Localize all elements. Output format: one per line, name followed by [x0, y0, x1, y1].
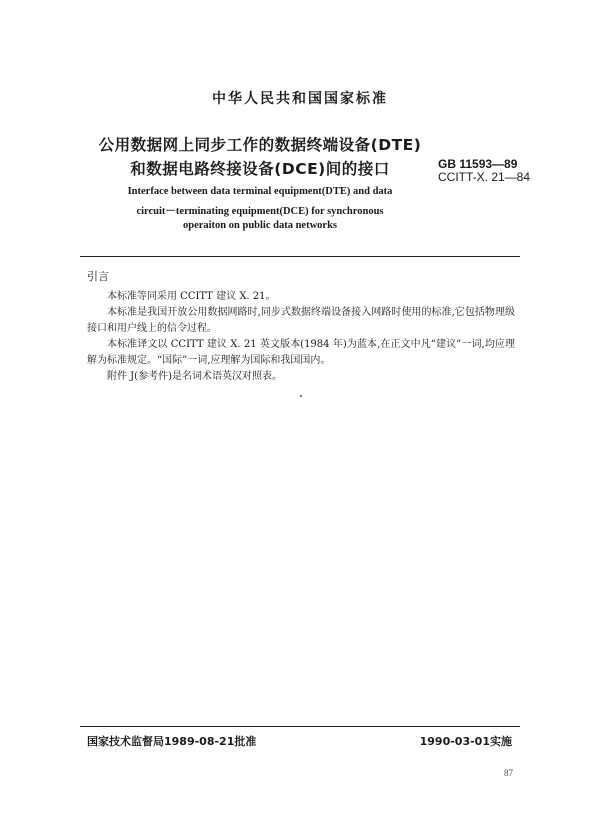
title-cn-line-1: 公用数据网上同步工作的数据终端设备(DTE): [98, 136, 422, 154]
intro-heading: 引言: [87, 270, 109, 283]
gb-code: GB 11593—89: [438, 157, 518, 171]
intro-paragraph: 本标准译文以 CCITT 建议 X. 21 英文版本(1984 年)为蓝本,在正文中凡“建议”一词,均应理解为标准规定。“国际”一词,应理解为国际和我国国内。: [87, 339, 515, 366]
title-en-line-1: Interface between data terminal equipment(DTE) and data: [127, 186, 393, 197]
title-cn-line-2: 和数据电路终接设备(DCE)间的接口: [130, 160, 390, 178]
intro-paragraph: 本标准是我国开放公用数据网路时,同步式数据终端设备接入网路时使用的标准,它包括物理级接口和用户线上的信令过程。: [87, 307, 515, 334]
ccitt-code: CCITT-X. 21—84: [438, 170, 531, 184]
bottom-divider: [80, 726, 520, 727]
intro-paragraph: 本标准等同采用 CCITT 建议 X. 21。: [107, 291, 276, 302]
intro-paragraph: 附件 J(参考件)是名词术语英汉对照表。: [107, 371, 282, 382]
national-standard-heading: 中华人民共和国国家标准: [212, 91, 388, 107]
title-en-line-2: circuit－terminating equipment(DCE) for synchronous: [136, 206, 384, 217]
scan-speck: [300, 395, 302, 397]
effective-date: 1990-03-01实施: [419, 735, 512, 748]
approval-date: 国家技术监督局1989-08-21批准: [87, 735, 257, 748]
page-number: 87: [504, 768, 513, 778]
title-en-line-3: operaiton on public data networks: [182, 220, 338, 231]
standard-codes: [438, 158, 530, 184]
top-divider: [80, 256, 520, 257]
